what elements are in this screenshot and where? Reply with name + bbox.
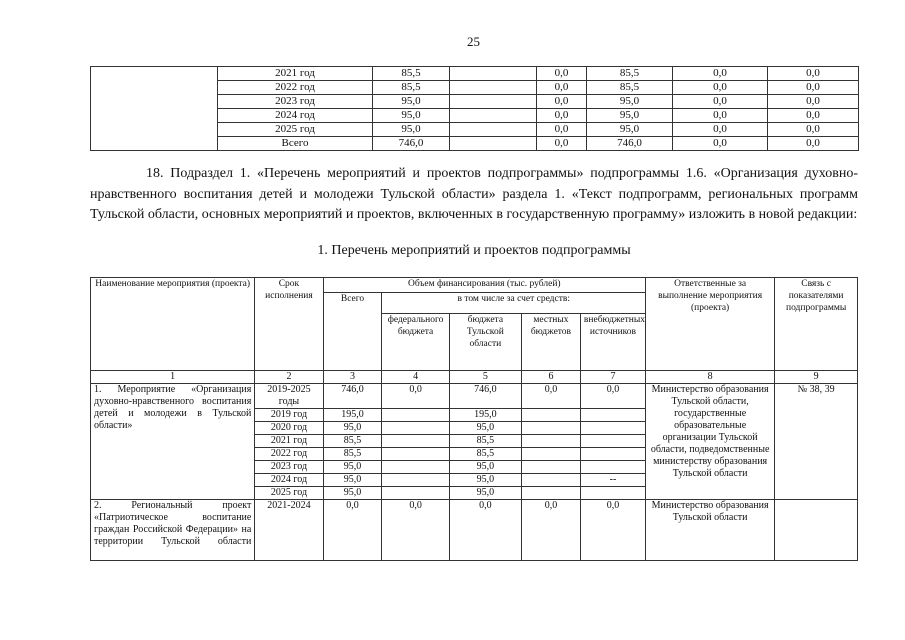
top-table-cell-region2: 746,0 [587,137,673,151]
header-responsible: Ответственные за выполнение мероприятия (проекта) [646,278,775,371]
project2-link [775,500,858,561]
year-total: 95,0 [323,461,382,474]
top-table-cell-region2: 95,0 [587,109,673,123]
top-table-cell-year: Всего [218,137,373,151]
measure1-extra: 0,0 [580,384,645,409]
year-label: 2023 год [255,461,323,474]
year-extra [580,448,645,461]
col-num: 4 [382,371,449,384]
measure1-row [91,384,858,409]
top-table-cell-fed [450,95,537,109]
column-numbers-row [91,371,858,384]
col-num: 7 [580,371,645,384]
year-label: 2024 год [255,474,323,487]
year-total: 85,5 [323,448,382,461]
measure1-name: 1. Мероприятие «Организация духовно-нравственного воспитания детей и молодежи в Тульской области» [91,384,255,500]
top-table-empty-cell [91,67,218,151]
top-table-cell-extra: 0,0 [768,109,859,123]
top-table-cell-extra: 0,0 [768,137,859,151]
project2-term: 2021-2024 [255,500,323,561]
year-total: 95,0 [323,487,382,500]
top-table-cell-year: 2022 год [218,81,373,95]
year-extra [580,409,645,422]
header-funding: Объем финансирования (тыс. рублей) [323,278,645,293]
year-regional: 95,0 [449,474,521,487]
top-table-cell-region2: 85,5 [587,81,673,95]
top-table-cell-fed [450,109,537,123]
header-name: Наименование мероприятия (проекта) [91,278,255,371]
header-term: Срок исполнения [255,278,323,371]
year-regional: 195,0 [449,409,521,422]
year-extra [580,461,645,474]
top-table-cell-extra: 0,0 [768,67,859,81]
year-regional: 95,0 [449,422,521,435]
header-row-1 [91,278,858,293]
top-table-cell-region: 0,0 [537,109,587,123]
year-local [522,474,581,487]
project2-local: 0,0 [522,500,581,561]
col-num: 5 [449,371,521,384]
header-including: в том числе за счет средств: [382,293,646,314]
year-label: 2021 год [255,435,323,448]
page-number: 25 [467,34,480,49]
year-total: 95,0 [323,422,382,435]
project2-regional: 0,0 [449,500,521,561]
header-local: местных бюджетов [522,314,581,371]
year-local [522,461,581,474]
year-federal [382,474,449,487]
year-regional: 95,0 [449,487,521,500]
top-table [90,66,859,151]
top-table-cell-year: 2024 год [218,109,373,123]
year-label: 2019 год [255,409,323,422]
table-subtitle: 1. Перечень мероприятий и проектов подпрограммы [317,243,631,258]
top-table-cell-region: 0,0 [537,95,587,109]
project2-total: 0,0 [323,500,382,561]
year-total: 85,5 [323,435,382,448]
top-table-cell-local: 0,0 [673,81,768,95]
top-table-cell-fed [450,123,537,137]
header-federal: федерального бюджета [382,314,449,371]
project2-responsible: Министерство образования Тульской области [646,500,775,561]
top-table-cell-total: 95,0 [373,123,450,137]
measure1-regional: 746,0 [449,384,521,409]
project2-name: 2. Региональный проект «Патриотическое воспитание граждан Российской Федерации» на территории Тульской области [91,500,255,561]
year-regional: 95,0 [449,461,521,474]
top-table-cell-region: 0,0 [537,81,587,95]
top-table-cell-extra: 0,0 [768,123,859,137]
top-table-cell-total: 85,5 [373,67,450,81]
header-regional: бюджета Тульской области [449,314,521,371]
top-table-cell-total: 95,0 [373,95,450,109]
main-table [90,277,858,561]
year-regional: 85,5 [449,448,521,461]
project2-extra: 0,0 [580,500,645,561]
header-link: Связь с показателями подпрограммы [775,278,858,371]
year-extra: -- [580,474,645,487]
top-table-cell-extra: 0,0 [768,95,859,109]
header-total: Всего [323,293,382,371]
year-local [522,409,581,422]
top-table-cell-extra: 0,0 [768,81,859,95]
top-table-cell-total: 85,5 [373,81,450,95]
measure1-total: 746,0 [323,384,382,409]
top-table-cell-year: 2021 год [218,67,373,81]
year-local [522,422,581,435]
year-federal [382,448,449,461]
year-extra [580,422,645,435]
year-federal [382,487,449,500]
col-num: 3 [323,371,382,384]
year-local [522,487,581,500]
measure1-term: 2019-2025 годы [255,384,323,409]
year-label: 2020 год [255,422,323,435]
year-total: 95,0 [323,474,382,487]
top-table-cell-fed [450,137,537,151]
project2-federal: 0,0 [382,500,449,561]
top-table-cell-fed [450,67,537,81]
col-num: 8 [646,371,775,384]
top-table-cell-fed [450,81,537,95]
year-total: 195,0 [323,409,382,422]
col-num: 6 [522,371,581,384]
top-table-cell-local: 0,0 [673,95,768,109]
measure1-link: № 38, 39 [775,384,858,500]
col-num: 9 [775,371,858,384]
top-table-cell-region: 0,0 [537,123,587,137]
measure1-federal: 0,0 [382,384,449,409]
year-federal [382,435,449,448]
top-table-cell-region: 0,0 [537,67,587,81]
year-label: 2022 год [255,448,323,461]
col-num: 2 [255,371,323,384]
year-label: 2025 год [255,487,323,500]
top-table-cell-local: 0,0 [673,109,768,123]
top-table-cell-local: 0,0 [673,137,768,151]
header-extrabudget: внебюджетных источников [580,314,645,371]
top-table-cell-local: 0,0 [673,123,768,137]
amendment-paragraph: 18. Подраздел 1. «Перечень мероприятий и проектов подпрограммы» подпрограммы 1.6. «Организация духовно-нравственного воспитания детей и молодежи Тульской области» раздела 1. «Текст подпрограмм, региональных программ Тульской области, основных мероприятий и проектов, включенных в государственную программу» изложить в новой редакции: [90,166,858,222]
col-num: 1 [91,371,255,384]
top-table-cell-region2: 95,0 [587,95,673,109]
measure1-local: 0,0 [522,384,581,409]
top-table-cell-total: 95,0 [373,109,450,123]
year-federal [382,409,449,422]
year-federal [382,461,449,474]
year-extra [580,487,645,500]
year-federal [382,422,449,435]
year-regional: 85,5 [449,435,521,448]
measure1-responsible: Министерство образования Тульской области, государственные образовательные организации Тульской области, подведомственные министерству образования Тульской области [646,384,775,500]
top-table-cell-region2: 95,0 [587,123,673,137]
top-table-cell-total: 746,0 [373,137,450,151]
project2-row [91,500,858,561]
top-table-cell-local: 0,0 [673,67,768,81]
year-local [522,435,581,448]
top-table-row [91,67,859,81]
top-table-cell-year: 2023 год [218,95,373,109]
top-table-cell-year: 2025 год [218,123,373,137]
top-table-cell-region2: 85,5 [587,67,673,81]
year-local [522,448,581,461]
top-table-cell-region: 0,0 [537,137,587,151]
year-extra [580,435,645,448]
